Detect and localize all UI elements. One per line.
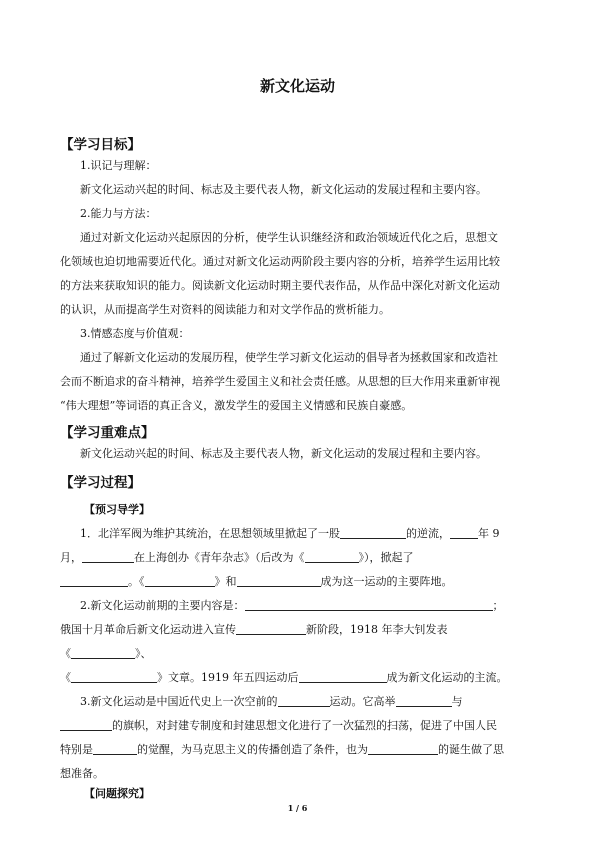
goal-paragraph-3-line-1: 通过了解新文化运动的发展历程，使学生学习新文化运动的倡导者为拯救国家和改造社 — [80, 351, 498, 364]
answer-blank[interactable] — [278, 695, 330, 707]
question-text: 《 — [60, 671, 71, 684]
answer-blank[interactable] — [340, 527, 406, 539]
question-2-line-4 — [60, 671, 508, 685]
preview-heading: 【预习导学】 — [84, 503, 150, 516]
question-text: 》），掀起了 — [358, 551, 414, 564]
question-text: 1．北洋军阀为维护其统治，在思想领域里掀起了一股 — [80, 527, 340, 540]
question-text: 《 — [60, 647, 71, 660]
question-3-line-4: 想准备。 — [60, 767, 104, 780]
question-2-line-2 — [60, 623, 448, 637]
answer-blank[interactable] — [93, 743, 137, 755]
question-text: 与 — [451, 695, 463, 708]
question-3-line-2 — [60, 719, 497, 733]
goal-paragraph-1: 新文化运动兴起的时间、标志及主要代表人物，新文化运动的发展过程和主要内容。 — [80, 183, 487, 196]
question-1-line-2 — [60, 551, 414, 565]
question-text: 的觉醒，为马克思主义的传播创造了条件，也为 — [137, 743, 368, 756]
goal-paragraph-2-line-1: 通过对新文化运动兴起原因的分析，使学生认识继经济和政治领域近代化之后，思想文 — [80, 231, 498, 244]
goal-paragraph-3-line-3: “伟大理想”等词语的真正含义，激发学生的爱国主义情感和民族自豪感。 — [60, 399, 413, 412]
question-text: 》文章。1919 年五四运动后 — [157, 671, 299, 684]
goal-paragraph-2-line-3: 的方法来获取知识的能力。阅读新文化运动时期主要代表作品，从作品中深化对新文化运动 — [60, 279, 500, 292]
question-text: 的逆流， — [406, 527, 450, 540]
question-text: 3.新文化运动是中国近代史上一次空前的 — [80, 695, 278, 708]
answer-blank[interactable] — [368, 743, 438, 755]
question-text: ； — [492, 599, 504, 612]
goal-heading-3: 3.情感态度与价值观： — [80, 327, 190, 340]
question-text: 新阶段，1918 年李大钊发表 — [306, 623, 448, 636]
question-text: 俄国十月革命后新文化运动进入宣传 — [60, 623, 236, 636]
question-1-line-3 — [60, 575, 453, 589]
section-heading-key-points: 【学习重难点】 — [60, 425, 155, 441]
answer-blank[interactable] — [145, 575, 215, 587]
question-3-line-1 — [80, 695, 463, 709]
question-text: 2.新文化运动前期的主要内容是： — [80, 599, 245, 612]
answer-blank[interactable] — [71, 671, 157, 683]
goal-paragraph-2-line-4: 的认识，从而提高学生对资料的阅读能力和对文学作品的赏析能力。 — [60, 303, 390, 316]
page-title: 新文化运动 — [259, 77, 335, 95]
question-2-line-3 — [60, 647, 152, 661]
question-text: 。《 — [128, 575, 145, 588]
question-text: 成为这一运动的主要阵地。 — [320, 575, 453, 588]
answer-blank[interactable] — [71, 647, 135, 659]
answer-blank[interactable] — [299, 671, 387, 683]
question-text: 月， — [60, 551, 82, 564]
question-1-line-1 — [80, 527, 500, 541]
question-text: 在上海创办《青年杂志》（后改为《 — [134, 551, 305, 564]
question-3-line-3 — [60, 743, 504, 757]
answer-blank[interactable] — [236, 623, 306, 635]
question-text: 的诞生做了思 — [438, 743, 504, 756]
section-heading-goals: 【学习目标】 — [60, 137, 141, 153]
goal-paragraph-2-line-2: 化领域也迫切地需要近代化。通过对新文化运动两阶段主要内容的分析，培养学生运用比较 — [60, 255, 500, 268]
page-number: 1 / 6 — [287, 803, 308, 813]
question-2-line-1 — [80, 599, 504, 613]
question-text: 的旗帜，对封建专制度和封建思想文化进行了一次猛烈的扫荡，促进了中国人民 — [112, 719, 497, 732]
answer-blank[interactable] — [245, 599, 493, 611]
goal-heading-1: 1.识记与理解： — [80, 159, 157, 172]
answer-blank[interactable] — [60, 575, 128, 587]
question-text: 特别是 — [60, 743, 93, 756]
goal-heading-2: 2.能力与方法： — [80, 207, 157, 220]
goal-paragraph-3-line-2: 会而不断追求的奋斗精神，培养学生爱国主义和社会责任感。从思想的巨大作用来重新审视 — [60, 375, 500, 388]
answer-blank[interactable] — [450, 527, 478, 539]
question-text: 成为新文化运动的主流。 — [386, 671, 508, 684]
answer-blank[interactable] — [82, 551, 134, 563]
section-heading-process: 【学习过程】 — [60, 475, 141, 491]
answer-blank[interactable] — [396, 695, 452, 707]
key-points-text: 新文化运动兴起的时间、标志及主要代表人物，新文化运动的发展过程和主要内容。 — [80, 447, 487, 460]
answer-blank[interactable] — [305, 551, 359, 563]
answer-blank[interactable] — [237, 575, 321, 587]
question-text: 》和 — [214, 575, 237, 588]
question-text: 运动。它高举 — [329, 695, 396, 708]
question-text: 年 9 — [478, 527, 500, 540]
question-text: 》、 — [135, 647, 152, 660]
inquiry-heading: 【问题探究】 — [84, 787, 150, 800]
answer-blank[interactable] — [60, 719, 112, 731]
